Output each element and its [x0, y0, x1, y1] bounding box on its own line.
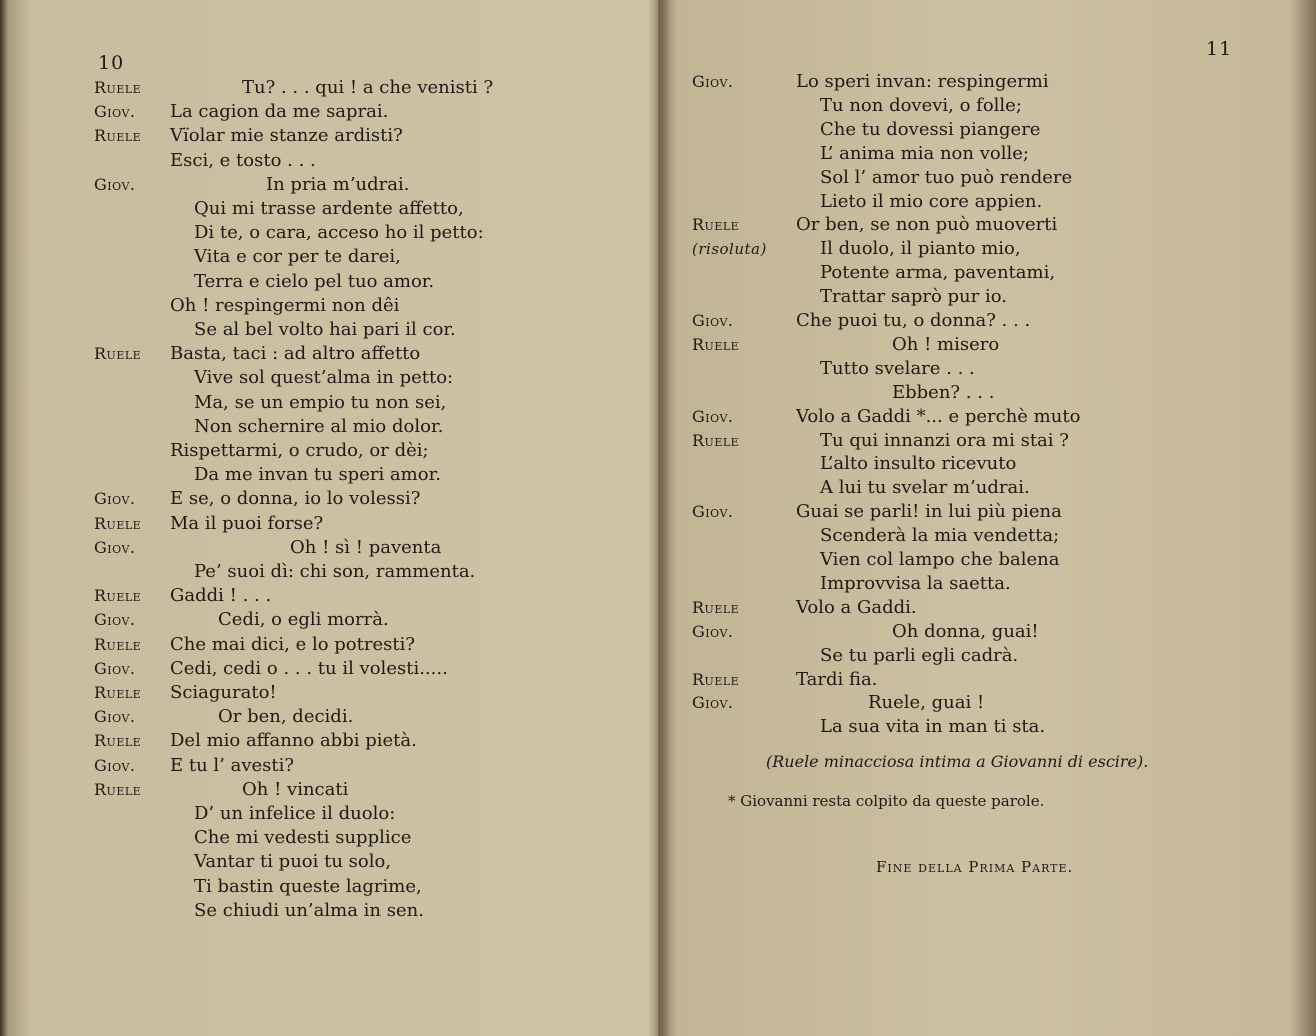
verse-line: Qui mi trasse ardente affetto, [194, 198, 464, 219]
verse-line: L’alto insulto ricevuto [820, 453, 1017, 475]
verse-line: Oh ! vincati [242, 778, 349, 800]
verse-line: Non schernire al mio dolor. [194, 415, 444, 437]
speaker-label: Giov. [94, 537, 136, 557]
verse-line: Sciagurato! [170, 682, 277, 703]
verse-line: Tu qui innanzi ora mi stai ? [820, 429, 1069, 451]
verse-line: Sol l’ amor tuo può rendere [820, 166, 1073, 188]
verse-line: Ma, se un empio tu non sei, [194, 391, 447, 413]
verse-line: In pria m’udrai. [266, 173, 410, 195]
verse-line: Che mi vedesti supplice [194, 827, 412, 849]
verse-line: Tu? . . . qui ! a che venisti ? [242, 77, 494, 98]
verse-line: Oh ! respingermi non dêi [170, 294, 400, 316]
verse-line: Vita e cor per te darei, [194, 246, 401, 268]
verse-line: E tu l’ avesti? [170, 754, 295, 776]
speaker-label: Ruele [94, 126, 142, 146]
speaker-label: Giov. [94, 755, 136, 775]
speaker-label: Ruele [692, 215, 740, 235]
verse-line: Guai se parli! in lui più piena [796, 501, 1062, 523]
verse-line: Esci, e tosto . . . [170, 149, 316, 171]
speaker-label: Giov. [94, 610, 136, 630]
stage-direction: (Ruele minacciosa intima a Giovanni di escire). [766, 752, 1149, 771]
verse-line: Terra e cielo pel tuo amor. [194, 270, 435, 292]
verse-line: Se tu parli egli cadrà. [820, 644, 1019, 666]
verse-line: Vïolar mie stanze ardisti? [170, 125, 403, 147]
speaker-label: Ruele [94, 78, 142, 97]
book-gutter [648, 0, 670, 1036]
verse-line: Volo a Gaddi. [796, 596, 917, 618]
verse-line: Tutto svelare . . . [820, 357, 975, 379]
speaker-label: Ruele [94, 344, 142, 364]
speaker-label: Giov. [692, 502, 734, 522]
speaker-label: Giov. [692, 311, 734, 330]
verse-line: Gaddi ! . . . [170, 585, 272, 607]
verse-line: Or ben, se non può muoverti [796, 214, 1058, 236]
verse-line: Volo a Gaddi *... e perchè muto [796, 405, 1081, 427]
speaker-label: Ruele [94, 634, 142, 654]
verse-line: E se, o donna, io lo volessi? [170, 488, 421, 510]
verse-line: Cedi, o egli morrà. [218, 609, 389, 631]
verse-line: Oh ! sì ! paventa [290, 536, 442, 558]
speaker-label: Ruele [94, 513, 142, 533]
verse-line: Vantar ti puoi tu solo, [194, 851, 392, 873]
speaker-label: Giov. [692, 406, 734, 426]
speaker-label: Ruele [94, 731, 142, 751]
verse-line: Lieto il mio core appien. [820, 190, 1043, 212]
verse-line: Ti bastin queste lagrime, [194, 875, 422, 897]
verse-line: A lui tu svelar m’udrai. [820, 477, 1030, 499]
verse-line: Improvvisa la saetta. [820, 572, 1011, 594]
verse-line: Da me invan tu speri amor. [194, 464, 441, 486]
verse-line: Or ben, decidi. [218, 706, 354, 728]
page-number-right: 11 [1206, 38, 1233, 60]
verse-line: Pe’ suoi dì: chi son, rammenta. [194, 561, 476, 582]
speaker-label: Giov. [692, 693, 734, 713]
verse-line: Oh donna, guai! [892, 620, 1039, 642]
speaker-label: Giov. [94, 707, 136, 727]
end-of-part-heading: Fine della Prima Parte. [876, 858, 1074, 876]
verse-line: Tu non dovevi, o folle; [820, 94, 1022, 116]
speaker-label: Giov. [692, 621, 734, 641]
speaker-label: Ruele [692, 669, 740, 689]
verse-line: Lo speri invan: respingermi [796, 71, 1049, 92]
speaker-label: Ruele [692, 597, 740, 617]
verse-line: Oh ! misero [892, 333, 1000, 355]
verse-line: Ebben? . . . [892, 381, 995, 403]
verse-line: Trattar saprò pur io. [820, 286, 1007, 308]
speaker-label: Ruele [692, 334, 740, 354]
verse-line: La sua vita in man ti sta. [820, 716, 1046, 738]
verse-line: Vien col lampo che balena [820, 549, 1060, 570]
speaker-label: Giov. [692, 72, 734, 91]
verse-line: Cedi, cedi o . . . tu il volesti..... [170, 657, 448, 679]
verse-line: Potente arma, paventami, [820, 262, 1056, 284]
speaker-label: (risoluta) [692, 240, 767, 259]
verse-line: Ma il puoi forse? [170, 512, 324, 534]
speaker-label: Giov. [94, 102, 136, 122]
verse-line: Scenderà la mia vendetta; [820, 525, 1060, 547]
speaker-label: Ruele [94, 586, 142, 606]
page-number-left: 10 [98, 52, 125, 74]
verse-line: Il duolo, il pianto mio, [820, 238, 1021, 260]
verse-line: Che mai dici, e lo potresti? [170, 633, 415, 655]
speaker-label: Giov. [94, 489, 136, 509]
verse-line: Vive sol quest’alma in petto: [194, 367, 454, 389]
footnote: * Giovanni resta colpito da queste parole. [728, 792, 1045, 810]
verse-line: Del mio affanno abbi pietà. [170, 730, 417, 752]
verse-line: Che tu dovessi piangere [820, 118, 1041, 140]
speaker-label: Giov. [94, 658, 136, 678]
verse-line: Che puoi tu, o donna? . . . [796, 310, 1031, 331]
speaker-label: Giov. [94, 174, 136, 194]
speaker-label: Ruele [94, 683, 142, 702]
verse-line: Rispettarmi, o crudo, or dèi; [170, 440, 429, 461]
verse-line: Basta, taci : ad altro affetto [170, 343, 421, 365]
verse-line: Tardi fia. [796, 668, 878, 690]
verse-line: La cagion da me saprai. [170, 101, 389, 123]
verse-line: L’ anima mia non volle; [820, 142, 1029, 164]
verse-line: D’ un infelice il duolo: [194, 803, 396, 824]
speaker-label: Ruele [94, 779, 142, 799]
verse-line: Se chiudi un’alma in sen. [194, 899, 424, 921]
verse-line: Ruele, guai ! [868, 692, 985, 714]
verse-line: Di te, o cara, acceso ho il petto: [194, 222, 484, 244]
verse-line: Se al bel volto hai pari il cor. [194, 319, 456, 340]
speaker-label: Ruele [692, 430, 740, 450]
